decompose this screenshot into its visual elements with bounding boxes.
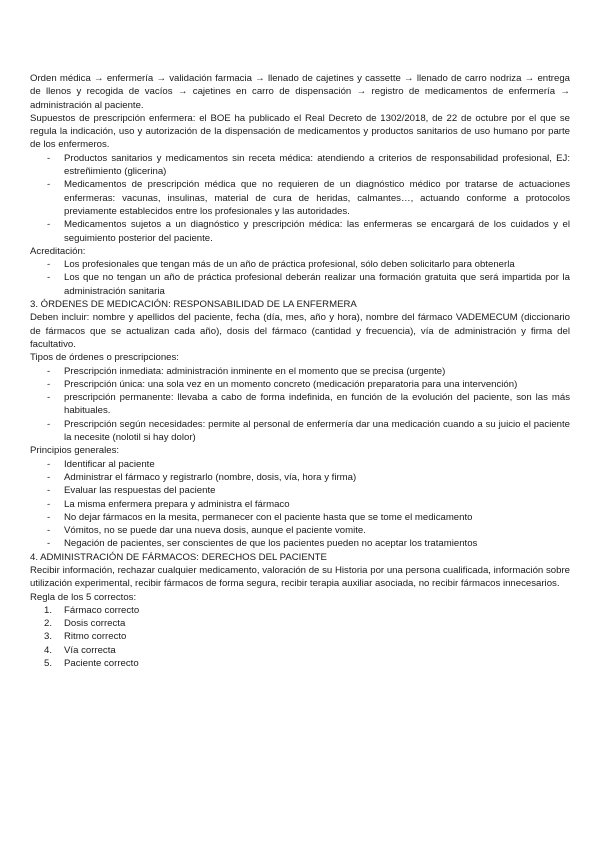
list-item [30,537,570,550]
list-item-text: Paciente correcto [64,658,139,670]
acreditacion-label: Acreditación: [30,245,86,257]
list-item-text: Productos sanitarios y medicamentos sin receta médica: atendiendo a criterios de responsabilidad profesional, EJ: estreñimiento (glicerina) [64,152,570,178]
dash-marker: - [47,458,51,470]
list-item-text: Administrar el fármaco y registrarlo (nombre, dosis, vía, hora y firma) [64,471,357,483]
list-item-text: Prescripción inmediata: administración inminente en el momento que se precisa (urgente) [64,365,446,377]
list-item [30,365,570,378]
dash-marker: - [47,179,51,191]
list-item-text: No dejar fármacos en la mesita, permanecer con el paciente hasta que se tome el medicamento [64,511,473,523]
list-item-text: Evaluar las respuestas del paciente [64,485,216,497]
section-4-paragraph: Recibir información, rechazar cualquier medicamento, valoración de su Historia por una persona cualificada, información sobre utilización experimental, recibir fármacos de forma segura, recibir terapia auxiliar asociada, no recibir fármacos innecesarios. [30,564,570,590]
list-item-text: prescripción permanente: llevaba a cabo de forma indefinida, en función de la evolución del paciente, son las más habituales. [64,392,570,417]
tipos-list [30,365,570,445]
dash-marker: - [47,272,51,284]
list-item-text: La misma enfermera prepara y administra el fármaco [64,498,290,510]
list-item [30,524,570,537]
dash-marker: - [47,378,51,390]
list-item [30,152,570,179]
list-item-text: Dosis correcta [64,618,126,630]
list-item-text: Medicamentos de prescripción médica que no requieren de un diagnóstico médico por tratarse de actuaciones enfermeras: vacunas, insulinas, material de cura de heridas, calmantes…, actuando conforme a protocolos previamente establecidos entre los profesionales y las autoridades. [64,179,570,217]
list-item-text: Negación de pacientes, ser conscientes de que los pacientes pueden no aceptar los tratamientos [64,538,478,550]
dash-marker: - [47,152,51,164]
list-item [30,471,570,484]
section-3-paragraph: Deben incluir: nombre y apellidos del paciente, fecha (día, mes, año y hora), nombre del fármaco VADEMECUM (diccionario de fármacos que se actualizan cada año), dosis del fármaco (cantidad y frecuencia), vía de administración y firma del facultativo. [30,312,570,350]
supuestos-list [30,152,570,245]
list-item-text: Los profesionales que tengan más de un año de práctica profesional, sólo deben solicitarlo para obtenerla [64,259,515,271]
section-4-heading: 4. ADMINISTRACIÓN DE FÁRMACOS: DERECHOS DEL PACIENTE [30,551,327,563]
dash-marker: - [47,511,51,523]
list-item [30,391,570,418]
dash-marker: - [47,485,51,497]
list-item-text: Vía correcta [64,644,116,656]
list-number: 1. [44,604,53,616]
dash-marker: - [47,259,51,271]
document-page [30,72,570,670]
acreditacion-list [30,258,570,298]
dash-marker: - [47,219,51,231]
list-number: 4. [44,644,53,656]
list-item-text: Ritmo correcto [64,631,127,643]
list-item-text: Prescripción única: una sola vez en un momento concreto (medicación preparatoria para una intervención) [64,378,518,390]
supuestos-paragraph: Supuestos de prescripción enfermera: el BOE ha publicado el Real Decreto de 1302/2018, de 22 de octubre por el que se regula la indicación, uso y autorización de la dispensación de medicamentos y productos sanitarios de uso humano por parte de los enfermeros. [30,112,570,151]
list-item [30,657,570,670]
list-item [30,378,570,391]
dash-marker: - [47,525,51,537]
list-item-text: Prescripción según necesidades: permite al personal de enfermería dar una medicación cuando a su juicio el paciente la necesite (nolotil si hay dolor) [64,418,570,444]
list-item [30,218,570,245]
list-item [30,458,570,471]
regla-list [30,604,570,670]
list-item [30,511,570,524]
list-item-text: Vómitos, no se puede dar una nueva dosis, aunque el paciente vomite. [64,525,366,537]
list-item [30,498,570,511]
list-item [30,271,570,298]
regla-label: Regla de los 5 correctos: [30,591,137,603]
dash-marker: - [47,392,51,404]
list-item [30,617,570,630]
list-item-text: Los que no tengan un año de práctica profesional deberán realizar una formación gratuita que será impartida por la administración sanitaria [64,272,570,297]
principios-list [30,458,570,551]
list-item-text: Medicamentos sujetos a un diagnóstico y prescripción médica: las enfermeras se encargará de los cuidados y el seguimiento posterior del paciente. [64,219,570,244]
dash-marker: - [47,365,51,377]
list-item [30,630,570,643]
list-item [30,484,570,497]
list-item [30,418,570,445]
list-item [30,258,570,271]
list-number: 2. [44,618,53,630]
list-item-text: Fármaco correcto [64,604,140,616]
dash-marker: - [47,418,51,430]
list-item-text: Identificar al paciente [64,458,155,470]
list-number: 5. [44,658,53,670]
dash-marker: - [47,538,51,550]
list-item [30,604,570,617]
principios-label: Principios generales: [30,445,120,457]
list-number: 3. [44,631,53,643]
intro-paragraph: Orden médica → enfermería → validación farmacia → llenado de cajetines y cassette → llenado de carro nodriza → entrega de llenos y recogida de vacíos → cajetines en carro de dispensación → registro de medicamentos de enfermería → administración al paciente. [30,73,570,111]
list-item [30,644,570,657]
tipos-label: Tipos de órdenes o prescripciones: [30,352,179,364]
list-item [30,178,570,218]
section-3-heading: 3. ÓRDENES DE MEDICACIÓN: RESPONSABILIDAD DE LA ENFERMERA [30,299,357,311]
dash-marker: - [47,498,51,510]
dash-marker: - [47,471,51,483]
